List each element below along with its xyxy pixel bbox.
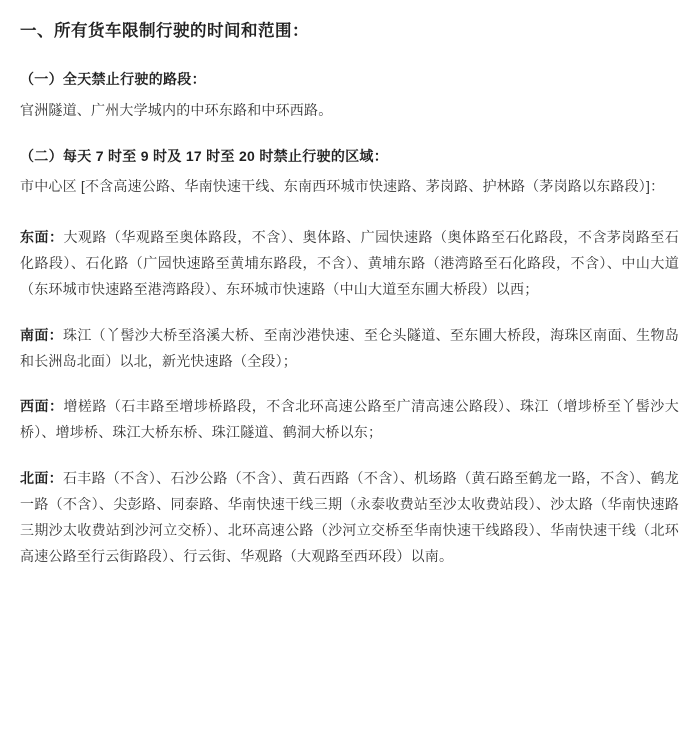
boundary-west-text: 增槎路（石丰路至增埗桥路段，不含北环高速公路至广清高速公路段）、珠江（增埗桥至丫髻沙大桥）、增埗桥、珠江大桥东桥、珠江隧道、鹤洞大桥以东； xyxy=(20,398,679,441)
page-title: 一、所有货车限制行驶的时间和范围： xyxy=(20,22,309,40)
boundary-east xyxy=(20,225,679,303)
boundary-south-text: 珠江（丫髻沙大桥至洛溪大桥、至南沙港快速、至仑头隧道、至东圃大桥段，海珠区南面、生物岛和长洲岛北面）以北，新光快速路（全段）； xyxy=(20,326,679,369)
section-body-2: 市中心区 [不含高速公路、华南快速干线、东南西环城市快速路、茅岗路、护林路（茅岗路以东路段）]： xyxy=(20,178,665,195)
boundary-north-text: 石丰路（不含）、石沙公路（不含）、黄石西路（不含）、机场路（黄石路至鹤龙一路，不含）、鹤龙一路（不含）、尖彭路、同泰路、华南快速干线三期（永泰收费站至沙太收费站段）、沙太路（华南快速路三期沙太收费站到沙河立交桥）、北环高速公路（沙河立交桥至华南快速干线路段）、华南快速干线（北环高速公路至行云街路段）、行云街、华观路（大观路至西环段）以南。 xyxy=(20,470,679,564)
section-all-day-ban xyxy=(20,68,679,122)
boundary-west xyxy=(20,394,679,446)
section-peak-hour-ban xyxy=(20,145,679,199)
boundary-north-label: 北面： xyxy=(20,470,63,487)
boundary-south xyxy=(20,323,679,375)
section-heading-2: （二）每天 7 时至 9 时及 17 时至 20 时禁止行驶的区域： xyxy=(20,147,389,164)
boundary-north xyxy=(20,466,679,570)
boundary-south-label: 南面： xyxy=(20,326,63,343)
boundary-east-text: 大观路（华观路至奥体路段，不含）、奥体路、广园快速路（奥体路至石化路段，不含茅岗路至石化路段）、石化路（广园快速路至黄埔东路段，不含）、黄埔东路（港湾路至石化路段，不含）、中山大道（东环城市快速路至港湾路段）、东环城市快速路（中山大道至东圃大桥段）以西； xyxy=(20,228,679,297)
boundary-east-label: 东面： xyxy=(20,228,64,245)
boundary-west-label: 西面： xyxy=(20,398,64,415)
section-heading-1: （一）全天禁止行驶的路段： xyxy=(20,71,206,88)
section-body-1: 官洲隧道、广州大学城内的中环东路和中环西路。 xyxy=(20,102,333,119)
